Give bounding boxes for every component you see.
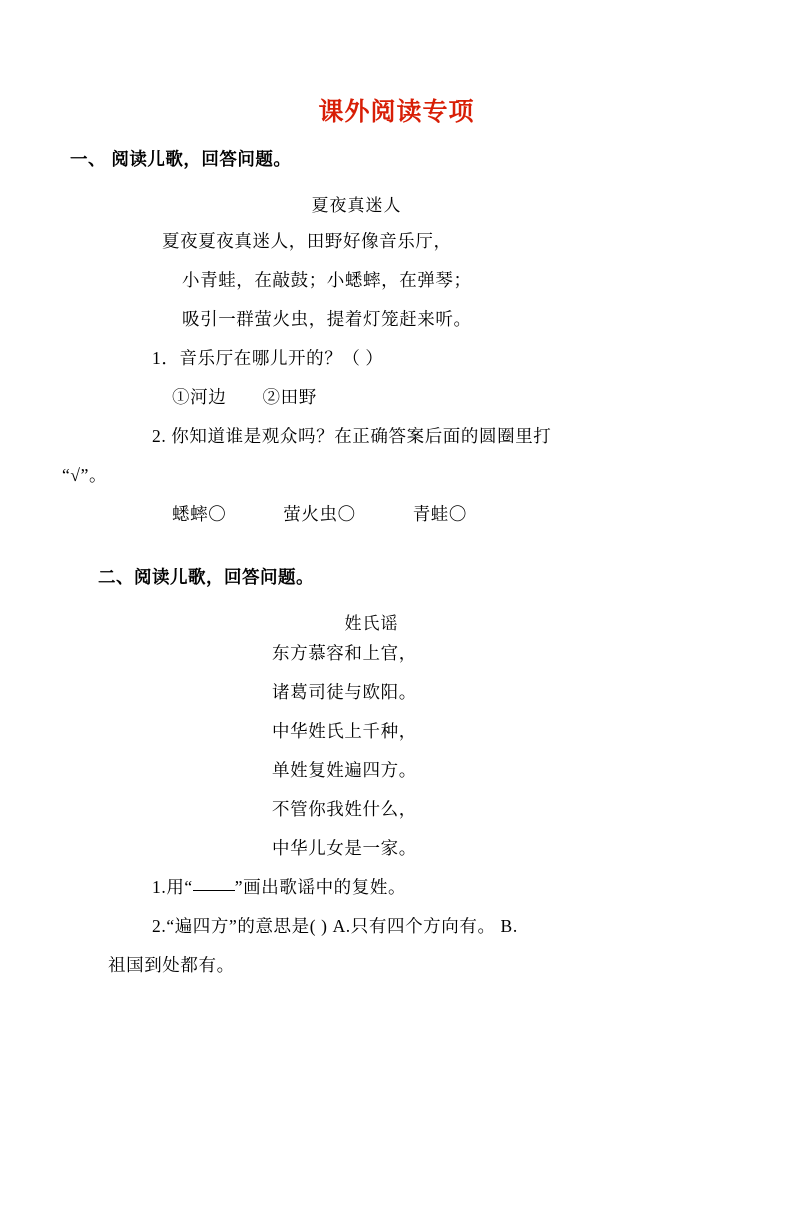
poem-line: 东方慕容和上官， <box>272 643 417 663</box>
question-1-1: 1．音乐厅在哪儿开的？（ ） <box>152 348 384 368</box>
choice-option[interactable]: 蟋蟀〇 <box>172 504 227 524</box>
choice-option[interactable]: 青蛙〇 <box>412 504 467 524</box>
poem-line: 诸葛司徒与欧阳。 <box>272 682 417 702</box>
question-2-1-suffix: ”画出歌谣中的复姓。 <box>234 877 407 897</box>
question-1-2-cont: “√”。 <box>62 465 108 485</box>
poem-title-2: 姓氏谣 <box>344 614 399 633</box>
poem-body-2 <box>62 634 731 868</box>
question-2-2-cont: 祖国到处都有。 <box>108 955 235 975</box>
poem-line: 小青蛙，在敲鼓；小蟋蟀，在弹琴； <box>182 270 472 290</box>
section-heading-2: 二、阅读儿歌，回答问题。 <box>98 567 314 587</box>
answer-blank[interactable] <box>193 890 235 891</box>
poem-line: 不管你我姓什么， <box>272 799 417 819</box>
question-2-1-prefix: 1.用“ <box>152 877 193 897</box>
section-heading-1: 一、 阅读儿歌，回答问题。 <box>70 149 292 169</box>
poem-line: 夏夜夏夜真迷人，田野好像音乐厅， <box>162 231 452 251</box>
question-1-1-options: ①河边 ②田野 <box>172 387 317 407</box>
question-1-2-choices <box>62 495 731 534</box>
document-page <box>0 92 793 1214</box>
choice-option[interactable]: 萤火虫〇 <box>283 504 356 524</box>
poem-line: 吸引一群萤火虫，提着灯笼赶来听。 <box>182 309 472 329</box>
page-title: 课外阅读专项 <box>318 98 475 126</box>
poem-line: 中华儿女是一家。 <box>272 838 417 858</box>
poem-title-1: 夏夜真迷人 <box>311 196 402 215</box>
question-1-2: 2. 你知道谁是观众吗？在正确答案后面的圆圈里打 <box>152 426 552 446</box>
poem-line: 单姓复姓遍四方。 <box>272 760 417 780</box>
spacer <box>62 534 731 546</box>
question-2-1 <box>62 868 731 907</box>
poem-line: 中华姓氏上千种， <box>272 721 417 741</box>
question-2-2: 2.“遍四方”的意思是( ) A.只有四个方向有。 B. <box>152 916 518 936</box>
